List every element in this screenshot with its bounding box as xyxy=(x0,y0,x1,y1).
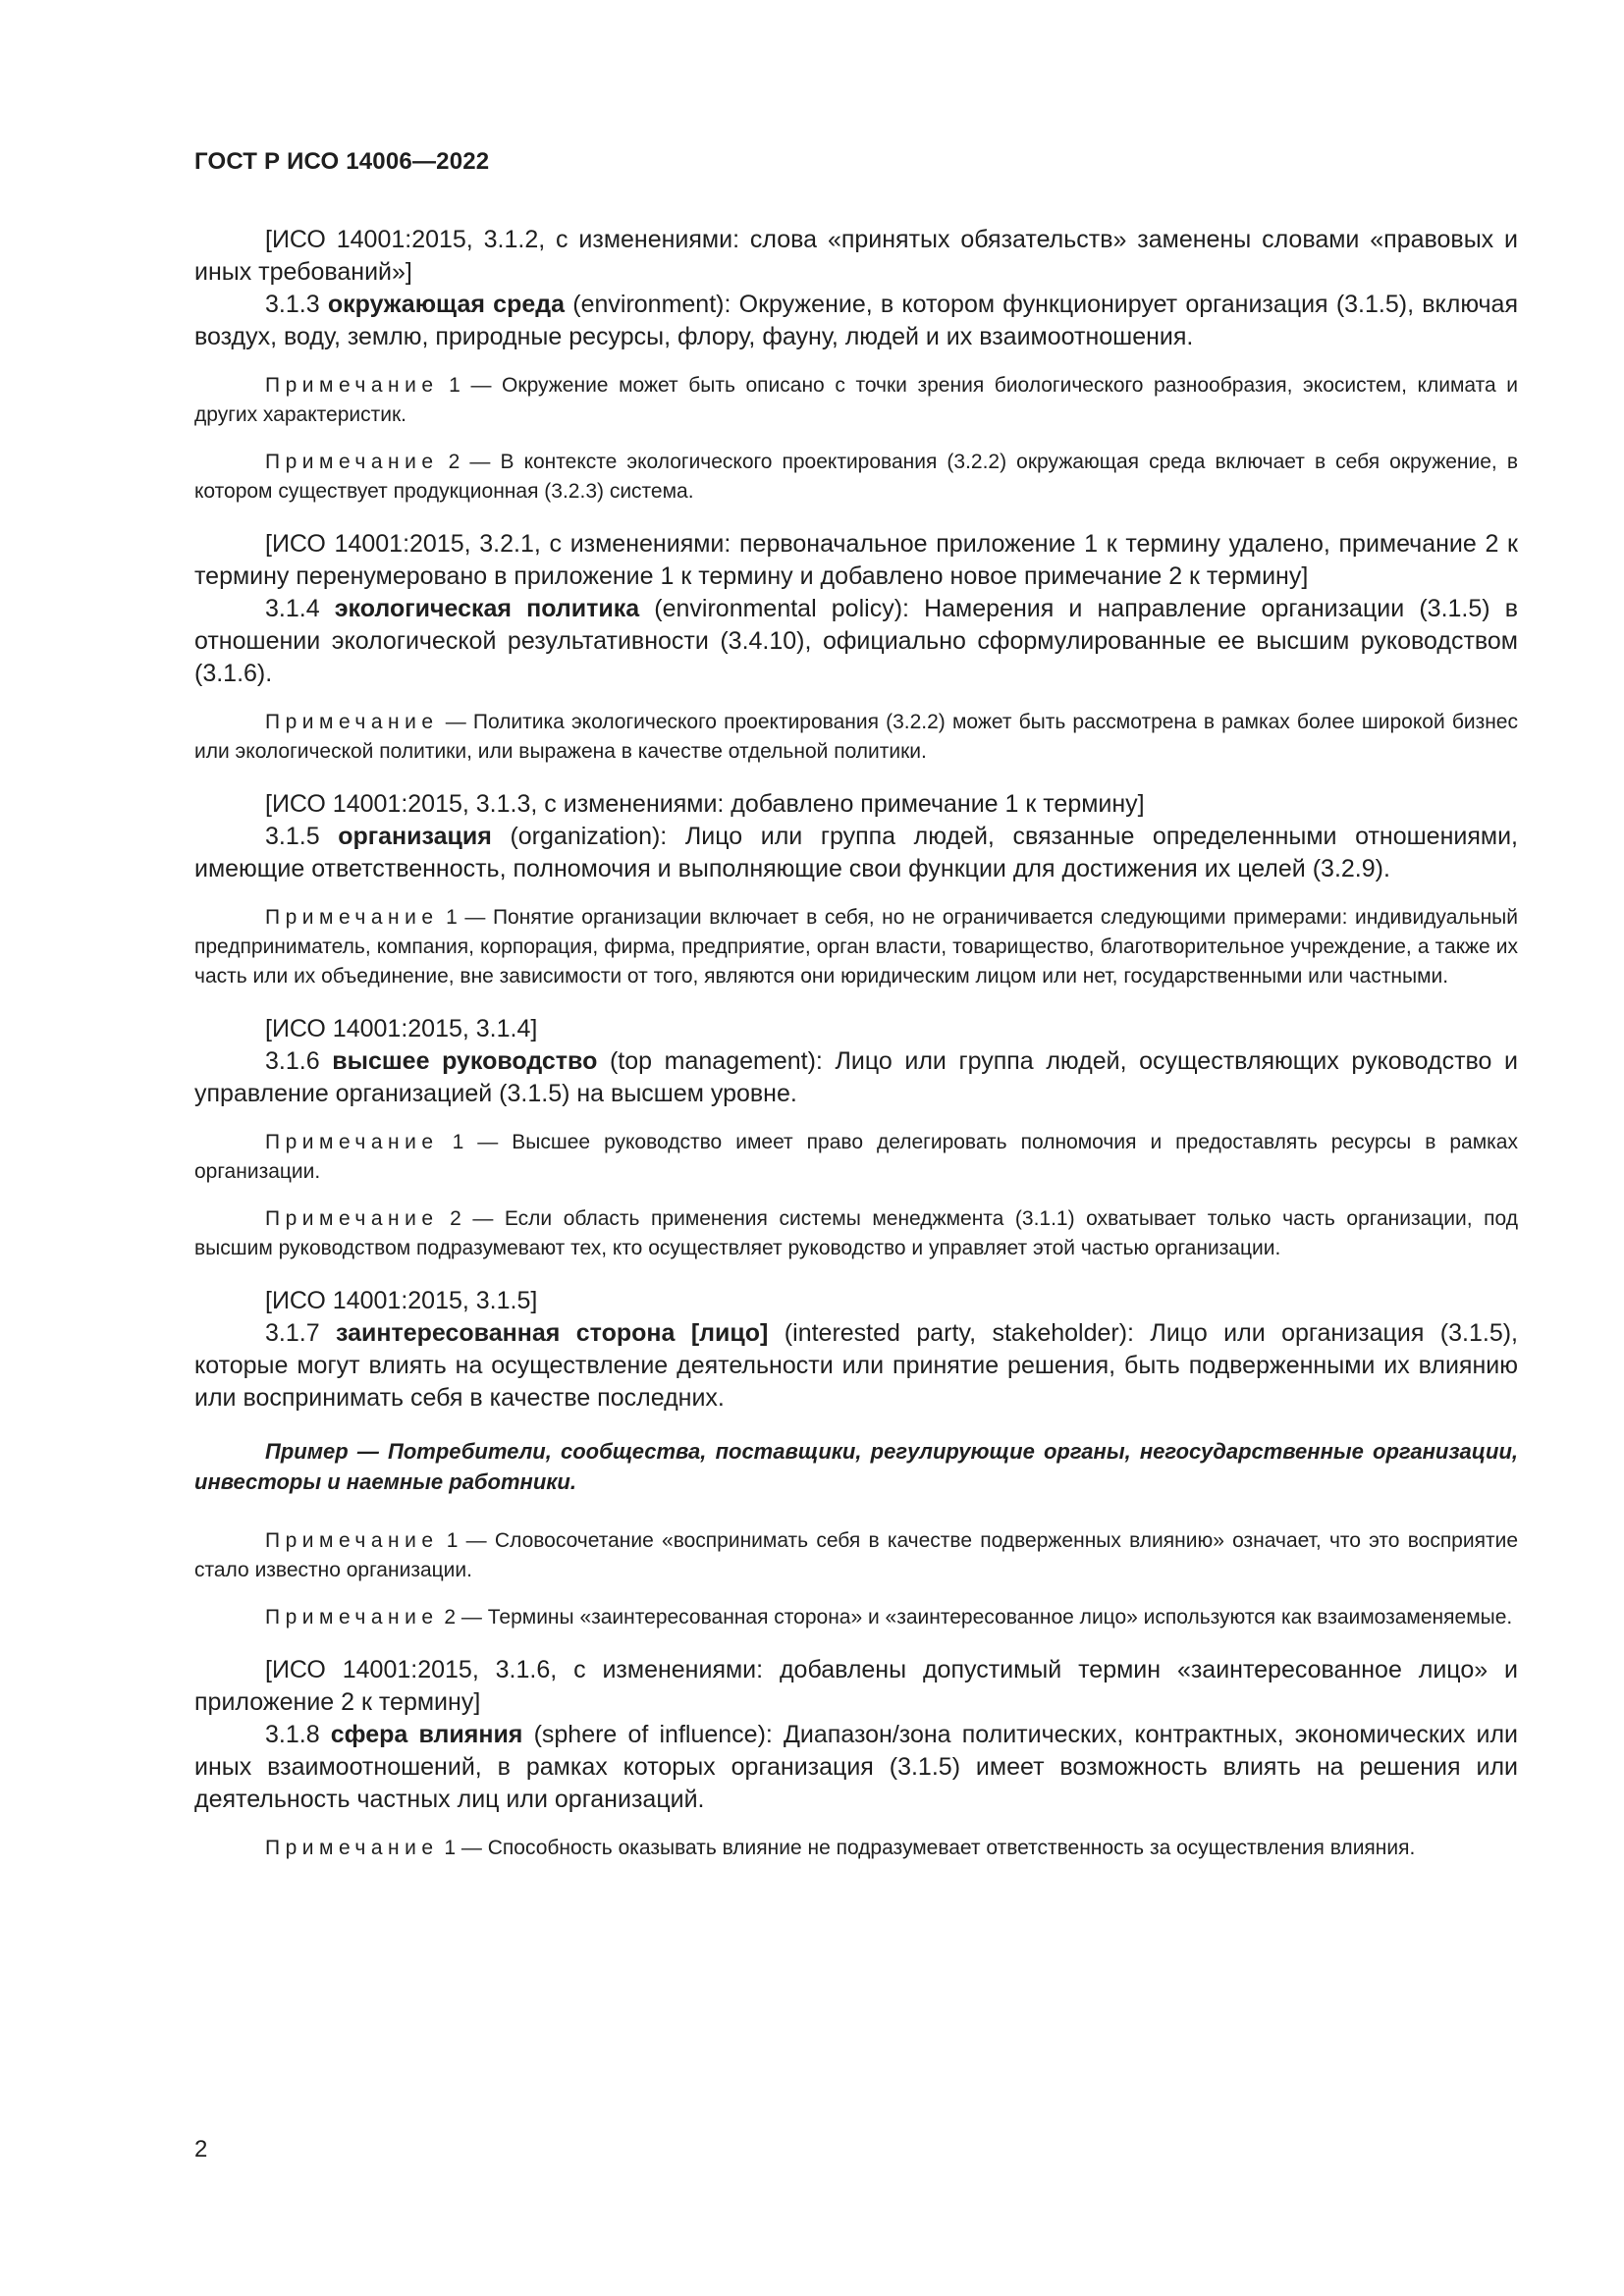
note-text: 1 — Словосочетание «воспринимать себя в качестве подверженных влиянию» означает, что это восприятие стало известно организации. xyxy=(194,1529,1518,1581)
note xyxy=(194,448,1518,507)
term-text: (environmental policy): Намерения и направление организации (3.1.5) в отношении экологической результативности (3.4.10), официально сформулированные ее высшим руководством (3.1.6). xyxy=(194,595,1519,687)
paragraph: [ИСО 14001:2015, 3.1.2, с изменениями: слова «принятых обязательств» заменены словами «правовых и иных требований»] xyxy=(194,226,1518,286)
note xyxy=(194,1526,1518,1585)
note xyxy=(194,1834,1518,1863)
term-title: высшее руководство xyxy=(332,1047,598,1075)
term-text: (sphere of influence): Диапазон/зона политических, контрактных, экономических или иных взаимоотношений, в рамках которых организация (3.1.5) имеет возможность влиять на решения или деятельность частных лиц или организаций. xyxy=(194,1721,1519,1813)
term-title: заинтересованная сторона [лицо] xyxy=(336,1319,769,1347)
term-definition xyxy=(194,593,1518,690)
example: Пример — Потребители, сообщества, поставщики, регулирующие органы, негосударственные организации, инвесторы и наемные работники. xyxy=(194,1439,1518,1494)
term-text: (environment): Окружение, в котором функционирует организация (3.1.5), включая воздух, воду, землю, природные ресурсы, флору, фауну, людей и их взаимоотношения. xyxy=(194,291,1518,350)
term-definition xyxy=(194,289,1518,353)
page-number: 2 xyxy=(194,2136,208,2163)
note-text: 1 — Окружение может быть описано с точки зрения биологического разнообразия, экосистем, климата и других характеристик. xyxy=(194,374,1518,426)
note-text: 2 — Термины «заинтересованная сторона» и «заинтересованное лицо» используются как взаимозаменяемые. xyxy=(438,1606,1513,1629)
note xyxy=(194,903,1518,991)
paragraph: [ИСО 14001:2015, 3.1.3, с изменениями: добавлено примечание 1 к термину] xyxy=(265,790,1145,818)
note xyxy=(194,1128,1518,1187)
term-text: (top management): Лицо или группа людей, осуществляющих руководство и управление организацией (3.1.5) на высшем уровне. xyxy=(194,1047,1518,1107)
paragraph: [ИСО 14001:2015, 3.1.6, с изменениями: добавлены допустимый термин «заинтересованное лицо» и приложение 2 к термину] xyxy=(194,1656,1518,1716)
term-number: 3.1.5 xyxy=(265,823,320,850)
note-label: Примечание xyxy=(265,906,439,929)
term-definition xyxy=(194,1317,1518,1415)
note xyxy=(194,708,1518,767)
term-number: 3.1.4 xyxy=(265,595,320,622)
note-label: Примечание xyxy=(265,711,439,733)
note-text: 1 — Способность оказывать влияние не подразумевает ответственность за осуществления влияния. xyxy=(438,1837,1416,1859)
note-label: Примечание xyxy=(265,374,439,397)
term-number: 3.1.7 xyxy=(265,1319,320,1347)
term-definition xyxy=(194,1045,1518,1110)
note-text: 2 — Если область применения системы менеджмента (3.1.1) охватывает только часть организации, под высшим руководством подразумевают тех, кто осуществляет руководство и управляет этой частью организации. xyxy=(194,1207,1518,1259)
note xyxy=(194,371,1518,430)
term-title: экологическая политика xyxy=(334,595,640,622)
paragraph: [ИСО 14001:2015, 3.1.4] xyxy=(265,1015,538,1042)
note xyxy=(194,1204,1518,1263)
note-label: Примечание xyxy=(265,1131,439,1153)
term-definition xyxy=(194,821,1518,885)
term-title: сфера влияния xyxy=(330,1721,523,1748)
paragraph: [ИСО 14001:2015, 3.1.5] xyxy=(265,1287,538,1314)
note-label: Примечание xyxy=(265,1606,439,1629)
term-text: (interested party, stakeholder): Лицо или организация (3.1.5), которые могут влиять на осуществление деятельности или принятие решения, быть подверженными их влиянию или воспринимать себя в качестве последних. xyxy=(194,1319,1518,1412)
note-label: Примечание xyxy=(265,1529,439,1552)
term-number: 3.1.8 xyxy=(265,1721,320,1748)
note xyxy=(194,1603,1518,1632)
term-title: организация xyxy=(338,823,492,850)
term-title: окружающая среда xyxy=(327,291,566,318)
paragraph: [ИСО 14001:2015, 3.2.1, с изменениями: первоначальное приложение 1 к термину удалено, примечание 2 к термину перенумеровано в приложение 1 к термину и добавлено новое примечание 2 к термину] xyxy=(194,530,1518,590)
note-text: 2 — В контексте экологического проектирования (3.2.2) окружающая среда включает в себя окружение, в котором существует продукционная (3.2.3) система. xyxy=(194,451,1518,503)
note-label: Примечание xyxy=(265,451,439,473)
term-text: (organization): Лицо или группа людей, связанные определенными отношениями, имеющие ответственность, полномочия и выполняющие свои функции для достижения их целей (3.2.9). xyxy=(194,823,1518,882)
term-definition xyxy=(194,1719,1518,1816)
note-text: 1 — Высшее руководство имеет право делегировать полномочия и предоставлять ресурсы в рамках организации. xyxy=(194,1131,1518,1183)
note-text: — Политика экологического проектирования (3.2.2) может быть рассмотрена в рамках более широкой бизнес или экологической политики, или выражена в качестве отдельной политики. xyxy=(194,711,1518,763)
document-body xyxy=(194,224,1518,1863)
term-number: 3.1.6 xyxy=(265,1047,320,1075)
note-label: Примечание xyxy=(265,1207,439,1230)
note-label: Примечание xyxy=(265,1837,439,1859)
note-text: 1 — Понятие организации включает в себя, но не ограничивается следующими примерами: индивидуальный предприниматель, компания, корпорация, фирма, предприятие, орган власти, товарищество, благотворительное учреждение, а также их часть или их объединение, вне зависимости от того, являются они юридическим лицом или нет, государственными или частными. xyxy=(194,906,1518,988)
page-header: ГОСТ Р ИСО 14006—2022 xyxy=(194,148,490,175)
term-number: 3.1.3 xyxy=(265,291,320,318)
